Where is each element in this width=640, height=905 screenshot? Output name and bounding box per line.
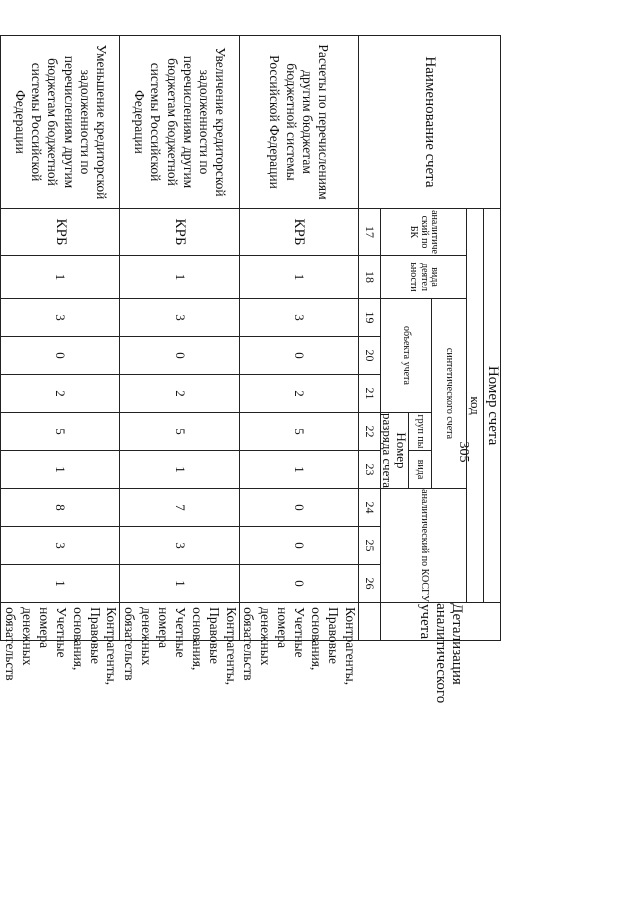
row-detail: Контрагенты, Правовые основания, Учетные номера денежных обязательств: [239, 603, 358, 641]
header-detail: Детализация аналитического учета: [380, 603, 500, 641]
header-digit-number: Номер разряда счета: [380, 413, 409, 488]
cell-23: 1: [1, 451, 120, 489]
cell-22: 5: [239, 413, 358, 451]
row-name: Уменьшение кредиторской задолженности по перечислениям другим бюджетам бюджетной системы Российской Федерации: [1, 36, 120, 209]
cell-25: 3: [1, 527, 120, 565]
header-synthetic: синтетического счета: [432, 299, 467, 489]
digit-24: 24: [358, 489, 380, 527]
row-detail: Контрагенты, Правовые основания, Учетные номера денежных обязательств: [1, 603, 120, 641]
header-code: код: [467, 209, 484, 603]
cell-22: 5: [1, 413, 120, 451]
digit-25: 25: [358, 527, 380, 565]
cell-26: 1: [1, 565, 120, 603]
cell-26: 1: [120, 565, 239, 603]
row-detail: Контрагенты, Правовые основания, Учетные номера денежных обязательств: [120, 603, 239, 641]
page-number: 305: [456, 441, 471, 463]
table-row: [120, 36, 239, 823]
cell-17: КРБ: [120, 209, 239, 256]
cell-23: 1: [120, 451, 239, 489]
digit-21: 21: [358, 375, 380, 413]
row-name: Расчеты по перечислениям другим бюджетам бюджетной системы Российской Федерации: [239, 36, 358, 209]
header-account-number: Номер счета: [484, 209, 501, 603]
cell-20: 0: [239, 337, 358, 375]
cell-20: 0: [120, 337, 239, 375]
cell-18: 1: [239, 256, 358, 299]
digit-23: 23: [358, 451, 380, 489]
cell-18: 1: [1, 256, 120, 299]
cell-20: 0: [1, 337, 120, 375]
header-group: груп пы: [409, 413, 432, 451]
cell-22: 5: [120, 413, 239, 451]
digit-19: 19: [358, 299, 380, 337]
accounts-table: [0, 35, 501, 823]
cell-19: 3: [120, 299, 239, 337]
cell-19: 3: [239, 299, 358, 337]
detail-blank: [358, 603, 380, 641]
header-object: объекта учета: [380, 299, 431, 413]
cell-23: 1: [239, 451, 358, 489]
cell-21: 2: [239, 375, 358, 413]
cell-26: 0: [239, 565, 358, 603]
digit-17: 17: [358, 209, 380, 256]
cell-19: 3: [1, 299, 120, 337]
header-activity-type: вида деятел ьности: [380, 256, 466, 299]
digit-18: 18: [358, 256, 380, 299]
header-kosgu: аналитический по КОСГУ: [380, 489, 466, 603]
cell-21: 2: [120, 375, 239, 413]
cell-24: 8: [1, 489, 120, 527]
cell-18: 1: [120, 256, 239, 299]
rotated-table-container: [3, 35, 501, 820]
cell-17: КРБ: [1, 209, 120, 256]
table-row: [239, 36, 358, 823]
header-account-name: Наименование счета: [358, 36, 500, 209]
digit-22: 22: [358, 413, 380, 451]
digit-26: 26: [358, 565, 380, 603]
cell-17: КРБ: [239, 209, 358, 256]
cell-24: 7: [120, 489, 239, 527]
cell-24: 0: [239, 489, 358, 527]
digit-20: 20: [358, 337, 380, 375]
table-row: [1, 36, 120, 823]
cell-25: 3: [120, 527, 239, 565]
row-name: Увеличение кредиторской задолженности по перечислениям другим бюджетам бюджетной системы Российской Федерации: [120, 36, 239, 209]
cell-21: 2: [1, 375, 120, 413]
cell-25: 0: [239, 527, 358, 565]
header-type: вида: [409, 451, 432, 489]
header-analytic-bk: аналитиче ский по БК: [380, 209, 466, 256]
